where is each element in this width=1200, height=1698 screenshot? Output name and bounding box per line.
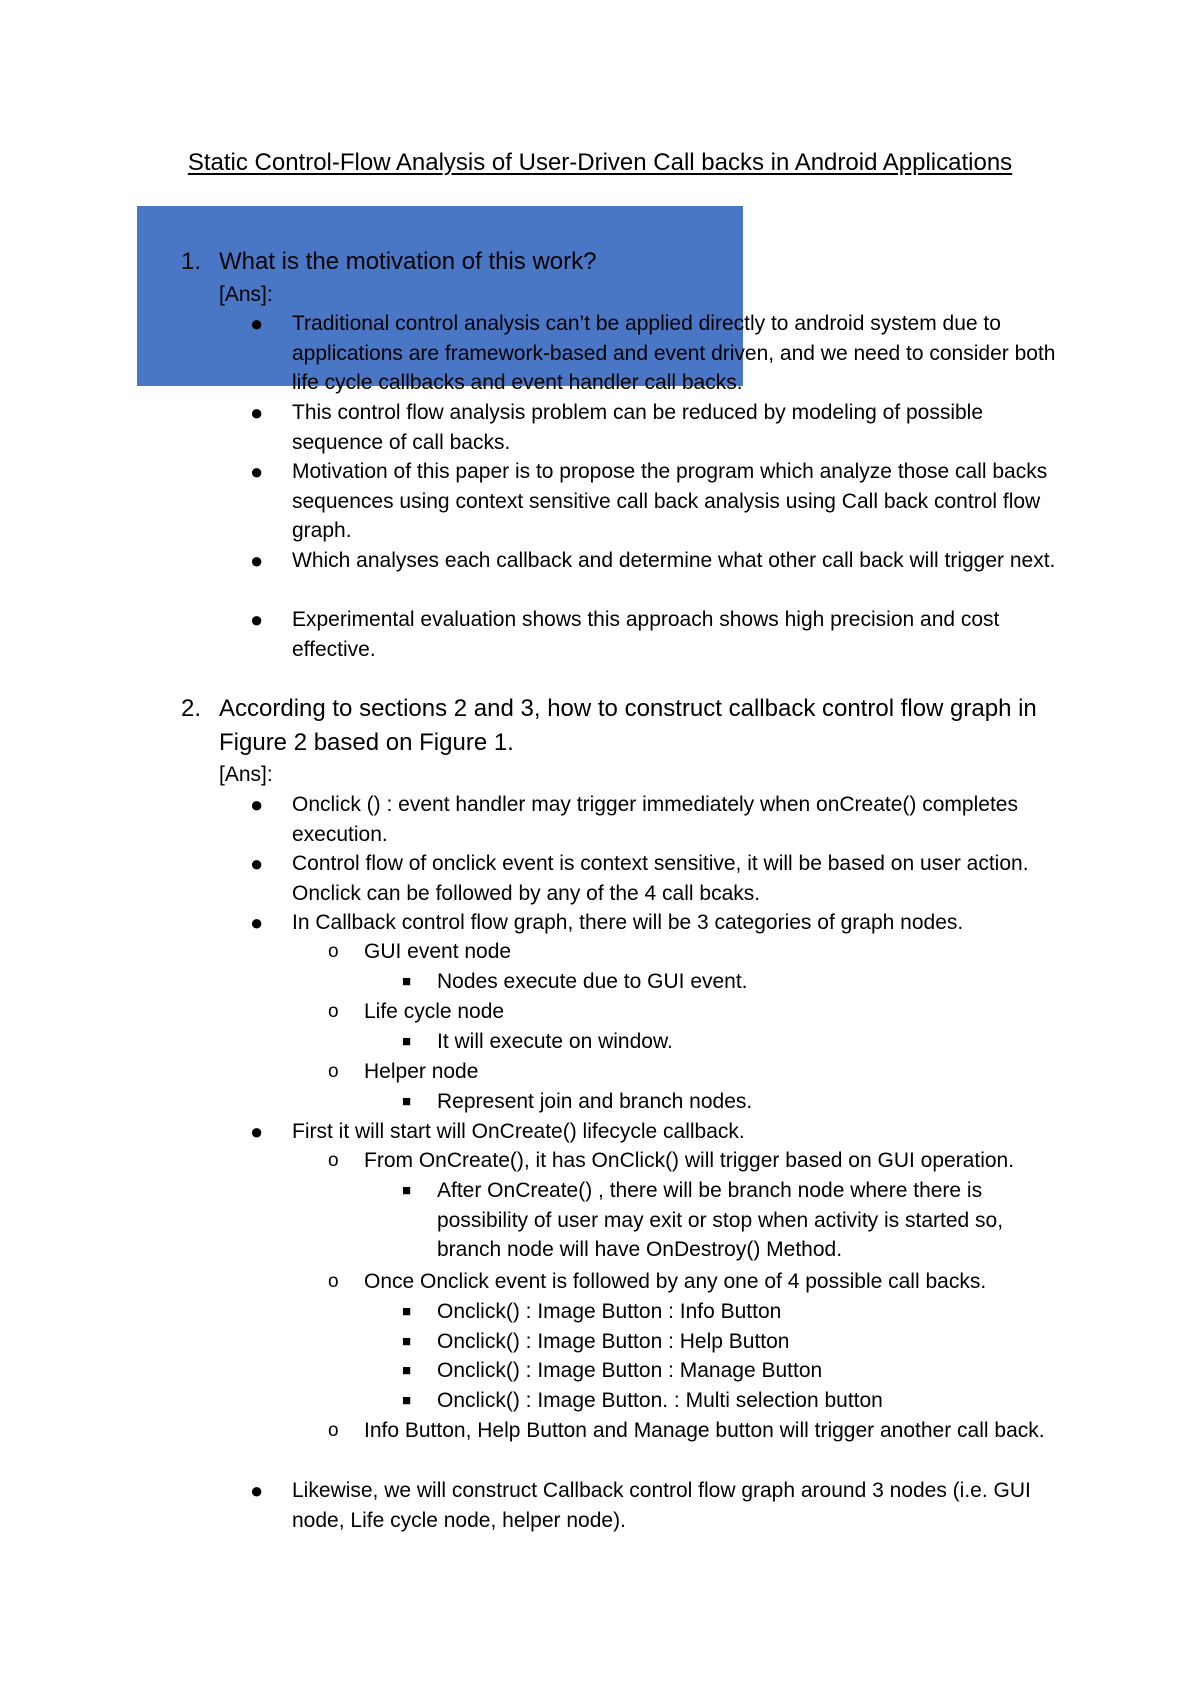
bullet-marker: ● <box>250 1119 264 1144</box>
question-2-text: According to sections 2 and 3, how to construct callback control flow graph in Figure 2 based on Figure 1. <box>219 695 1037 756</box>
q2-bullet: ● Likewise, we will construct Callback control flow graph around 3 nodes (i.e. GUI node, Life cycle node, helper node). <box>250 1478 1031 1532</box>
bullet-marker: ● <box>250 910 264 935</box>
q2-subsubitem: ■ Onclick() : Image Button. : Multi selection button <box>400 1386 1060 1416</box>
q2-subitem: o Helper node <box>326 1057 1066 1087</box>
q1-bullet: ● Experimental evaluation shows this approach shows high precision and cost effective. <box>250 607 1000 661</box>
question-2 <box>181 692 1041 760</box>
q2-subitem: o Life cycle node <box>326 997 1066 1027</box>
q1-bullet: ● This control flow analysis problem can be reduced by modeling of possible sequence of call backs. <box>250 400 984 454</box>
bullet-marker: ● <box>250 851 264 876</box>
question-2-number: 2. <box>181 695 202 722</box>
square-marker: ■ <box>402 1392 412 1409</box>
square-marker: ■ <box>402 1362 412 1379</box>
bullet-marker: ● <box>250 792 264 817</box>
q2-subsubitem: ■ Onclick() : Image Button : Info Button <box>400 1297 1060 1327</box>
circle-marker: o <box>328 1150 339 1171</box>
bullet-marker: ● <box>250 459 264 484</box>
q1-bullet: ● Motivation of this paper is to propose the program which analyze those call backs sequences using context sensitive call back analysis using Call back control flow graph. <box>250 459 1048 542</box>
q2-bullet: ● In Callback control flow graph, there will be 3 categories of graph nodes. <box>250 908 1070 938</box>
q2-subsubitem: ■ Nodes execute due to GUI event. <box>400 967 1060 997</box>
bullet-marker: ● <box>250 400 264 425</box>
circle-marker: o <box>328 1001 339 1022</box>
q2-subitem: o Once Onclick event is followed by any one of 4 possible call backs. <box>326 1267 1066 1297</box>
q2-subitem: o GUI event node <box>326 937 1066 967</box>
q2-bullet: ● Onclick () : event handler may trigger immediately when onCreate() completes execution. <box>250 792 1018 846</box>
q1-bullet: ● Traditional control analysis can’t be applied directly to android system due to applications are framework-based and event driven, and we need to consider both life cycle callbacks and event handler call backs. <box>250 311 1056 394</box>
document-title: Static Control-Flow Analysis of User-Driven Call backs in Android Applications <box>187 149 1013 176</box>
circle-marker: o <box>328 1420 339 1441</box>
circle-marker: o <box>328 1271 339 1292</box>
bullet-marker: ● <box>250 1478 264 1503</box>
circle-marker: o <box>328 941 339 962</box>
q2-subsubitem: ■ Represent join and branch nodes. <box>400 1087 1060 1117</box>
square-marker: ■ <box>402 973 412 990</box>
q1-bullet: ● Which analyses each callback and determine what other call back will trigger next. <box>250 546 1070 576</box>
q2-subsubitem: ■ After OnCreate() , there will be branch node where there is possibility of user may exit or stop when activity is started so, branch node will have OnDestroy() Method. <box>400 1176 1060 1265</box>
question-2-answer-label: [Ans]: <box>219 763 273 786</box>
square-marker: ■ <box>402 1033 412 1050</box>
q2-subsubitem: ■ Onclick() : Image Button : Manage Button <box>400 1356 1060 1386</box>
question-1-answer-label: [Ans]: <box>219 283 273 306</box>
square-marker: ■ <box>402 1182 412 1199</box>
bullet-marker: ● <box>250 548 264 573</box>
q2-subsubitem: ■ It will execute on window. <box>400 1027 1060 1057</box>
question-1 <box>181 245 1041 279</box>
q2-bullet: ● Control flow of onclick event is context sensitive, it will be based on user action. Onclick can be followed by any of the 4 call bcaks. <box>250 851 1029 905</box>
square-marker: ■ <box>402 1303 412 1320</box>
q2-bullet: ● First it will start will OnCreate() lifecycle callback. <box>250 1117 1070 1147</box>
question-1-text: What is the motivation of this work? <box>219 248 597 275</box>
question-1-number: 1. <box>181 248 202 275</box>
bullet-marker: ● <box>250 607 264 632</box>
q2-subsubitem: ■ Onclick() : Image Button : Help Button <box>400 1327 1060 1357</box>
square-marker: ■ <box>402 1093 412 1110</box>
square-marker: ■ <box>402 1333 412 1350</box>
bullet-marker: ● <box>250 311 264 336</box>
q2-subitem: o From OnCreate(), it has OnClick() will trigger based on GUI operation. <box>326 1146 1066 1176</box>
circle-marker: o <box>328 1061 339 1082</box>
q2-subitem: o Info Button, Help Button and Manage button will trigger another call back. <box>326 1416 1066 1446</box>
